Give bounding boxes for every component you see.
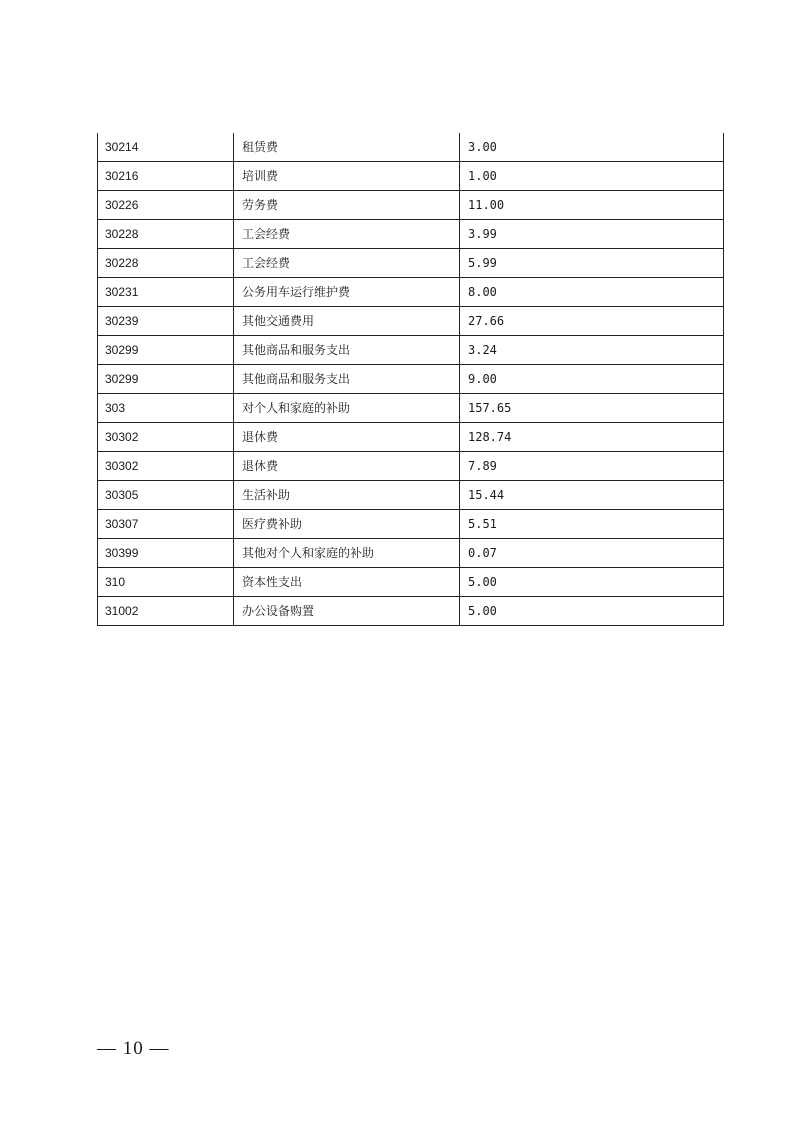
row-amount-cell: 5.00 (460, 568, 724, 597)
row-amount-cell: 3.24 (460, 336, 724, 365)
row-name-cell: 工会经费 (234, 220, 460, 249)
budget-expenditure-table (97, 133, 724, 626)
row-code-cell: 30228 (98, 220, 234, 249)
row-code-cell: 30231 (98, 278, 234, 307)
row-code-cell: 303 (98, 394, 234, 423)
table-row (98, 162, 724, 191)
row-name-cell: 办公设备购置 (234, 597, 460, 626)
table-row (98, 191, 724, 220)
row-code-cell: 30239 (98, 307, 234, 336)
row-code-cell: 30216 (98, 162, 234, 191)
row-name-cell: 工会经费 (234, 249, 460, 278)
row-amount-cell: 3.00 (460, 133, 724, 162)
table-row (98, 452, 724, 481)
table-row (98, 133, 724, 162)
table-body (98, 133, 724, 626)
row-amount-cell: 5.51 (460, 510, 724, 539)
table-row (98, 481, 724, 510)
row-code-cell: 30302 (98, 452, 234, 481)
row-name-cell: 培训费 (234, 162, 460, 191)
row-name-cell: 退休费 (234, 423, 460, 452)
row-amount-cell: 9.00 (460, 365, 724, 394)
row-name-cell: 其他对个人和家庭的补助 (234, 539, 460, 568)
row-code-cell: 310 (98, 568, 234, 597)
table-row (98, 539, 724, 568)
table-row (98, 336, 724, 365)
row-name-cell: 生活补助 (234, 481, 460, 510)
row-code-cell: 30299 (98, 336, 234, 365)
row-name-cell: 其他商品和服务支出 (234, 365, 460, 394)
row-amount-cell: 0.07 (460, 539, 724, 568)
row-amount-cell: 11.00 (460, 191, 724, 220)
row-name-cell: 其他交通费用 (234, 307, 460, 336)
row-name-cell: 租赁费 (234, 133, 460, 162)
row-code-cell: 30226 (98, 191, 234, 220)
row-name-cell: 劳务费 (234, 191, 460, 220)
table-row (98, 510, 724, 539)
row-amount-cell: 8.00 (460, 278, 724, 307)
row-amount-cell: 5.00 (460, 597, 724, 626)
row-code-cell: 30307 (98, 510, 234, 539)
row-name-cell: 医疗费补助 (234, 510, 460, 539)
row-code-cell: 30302 (98, 423, 234, 452)
row-code-cell: 30399 (98, 539, 234, 568)
table-row (98, 423, 724, 452)
row-amount-cell: 7.89 (460, 452, 724, 481)
row-amount-cell: 27.66 (460, 307, 724, 336)
table-row (98, 568, 724, 597)
table-row (98, 249, 724, 278)
row-code-cell: 30299 (98, 365, 234, 394)
row-amount-cell: 15.44 (460, 481, 724, 510)
row-amount-cell: 3.99 (460, 220, 724, 249)
row-name-cell: 对个人和家庭的补助 (234, 394, 460, 423)
row-amount-cell: 5.99 (460, 249, 724, 278)
page-number: — 10 — (97, 1038, 170, 1059)
table-row (98, 278, 724, 307)
row-code-cell: 30214 (98, 133, 234, 162)
row-name-cell: 资本性支出 (234, 568, 460, 597)
row-name-cell: 其他商品和服务支出 (234, 336, 460, 365)
row-amount-cell: 128.74 (460, 423, 724, 452)
row-amount-cell: 1.00 (460, 162, 724, 191)
table-row (98, 307, 724, 336)
table-row (98, 220, 724, 249)
table-row (98, 394, 724, 423)
table-row (98, 597, 724, 626)
row-code-cell: 31002 (98, 597, 234, 626)
row-name-cell: 退休费 (234, 452, 460, 481)
row-code-cell: 30228 (98, 249, 234, 278)
table-row (98, 365, 724, 394)
row-name-cell: 公务用车运行维护费 (234, 278, 460, 307)
row-code-cell: 30305 (98, 481, 234, 510)
row-amount-cell: 157.65 (460, 394, 724, 423)
